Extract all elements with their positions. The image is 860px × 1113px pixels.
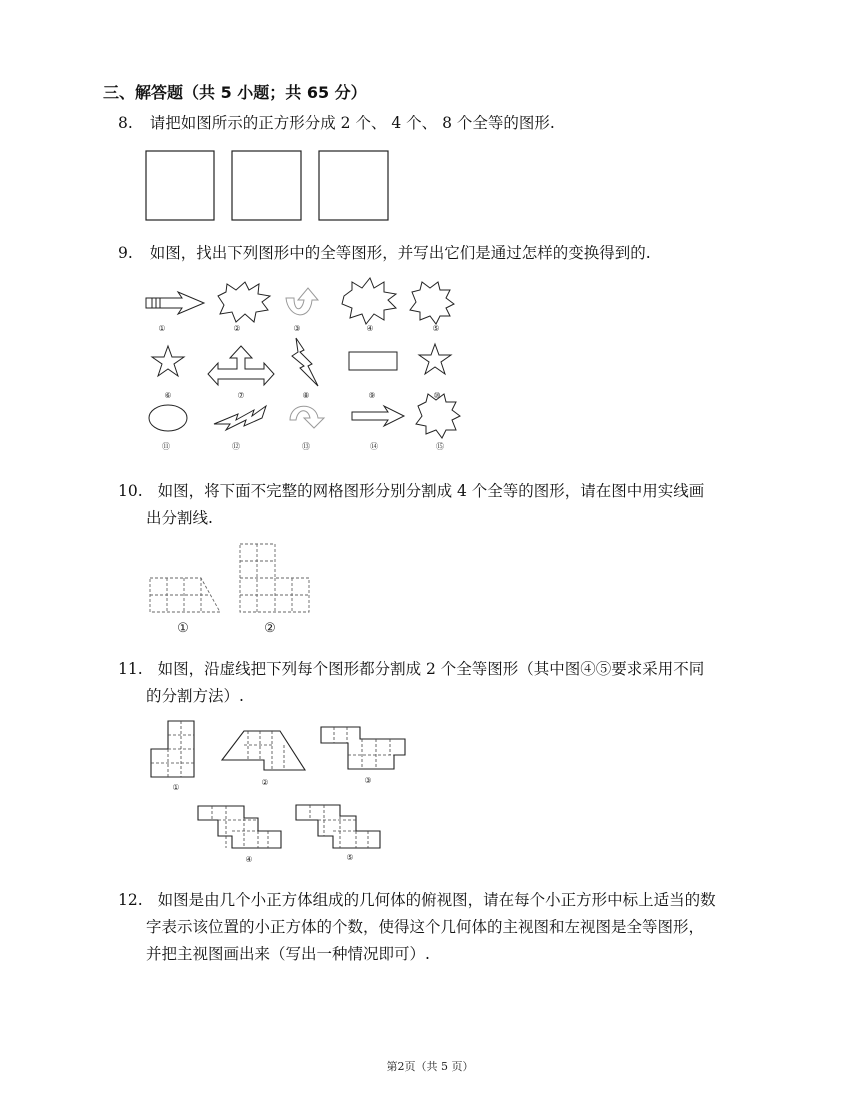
figure-label: ① <box>177 621 189 636</box>
question-12-line-2: 字表示该位置的小正方体的个数，使得这个几何体的主视图和左视图是全等图形， <box>146 918 705 936</box>
section-title: 三、解答题（共 5 小题；共 65 分） <box>103 83 367 102</box>
figure-label: ③ <box>364 776 372 785</box>
figure-label: ② <box>261 778 269 787</box>
shape-label: ④ <box>366 324 374 333</box>
question-11-line-2: 的分割方法）. <box>146 687 244 705</box>
shape-label: ⑥ <box>164 391 172 400</box>
figure-label: ⑤ <box>346 853 354 862</box>
question-number: 9. <box>118 244 133 262</box>
question-10-line-2: 出分割线. <box>146 509 213 527</box>
shape-label: ⑧ <box>302 391 310 400</box>
question-number: 11. <box>118 660 143 678</box>
question-number: 10. <box>118 482 143 500</box>
figure-label: ④ <box>245 855 253 864</box>
shape-label: ③ <box>293 324 301 333</box>
question-number: 8. <box>118 114 133 132</box>
question-text: 如图，将下面不完整的网格图形分别分割成 4 个全等的图形，请在图中用实线画 <box>157 482 705 500</box>
shape-label: ⑭ <box>370 442 378 451</box>
question-number: 12. <box>118 891 143 909</box>
shape-label: ① <box>158 324 166 333</box>
question-12-line-3: 并把主视图画出来（写出一种情况即可）. <box>146 945 430 963</box>
shape-label: ⑤ <box>432 324 440 333</box>
question-text: 如图是由几个小正方体组成的几何体的俯视图，请在每个小正方形中标上适当的数 <box>157 891 716 909</box>
figure-label: ① <box>172 783 180 792</box>
figure-label: ② <box>264 621 276 636</box>
question-12 <box>118 887 716 913</box>
shape-label: ⑬ <box>302 442 310 451</box>
question-text: 请把如图所示的正方形分成 2 个、 4 个、 8 个全等的图形. <box>149 114 555 132</box>
question-text: 如图，沿虚线把下列每个图形都分割成 2 个全等图形（其中图④⑤要求采用不同 <box>157 660 705 678</box>
shape-label: ⑨ <box>368 391 376 400</box>
shape-label: ⑩ <box>433 391 441 400</box>
page-footer: 第2页（共 5 页） <box>386 1060 474 1073</box>
shape-label: ⑦ <box>237 391 245 400</box>
shape-label: ⑪ <box>162 442 170 451</box>
shape-label: ② <box>233 324 241 333</box>
shape-label: ⑮ <box>436 442 444 451</box>
shape-label: ⑫ <box>232 442 240 451</box>
question-text: 如图，找出下列图形中的全等图形，并写出它们是通过怎样的变换得到的. <box>149 244 651 262</box>
